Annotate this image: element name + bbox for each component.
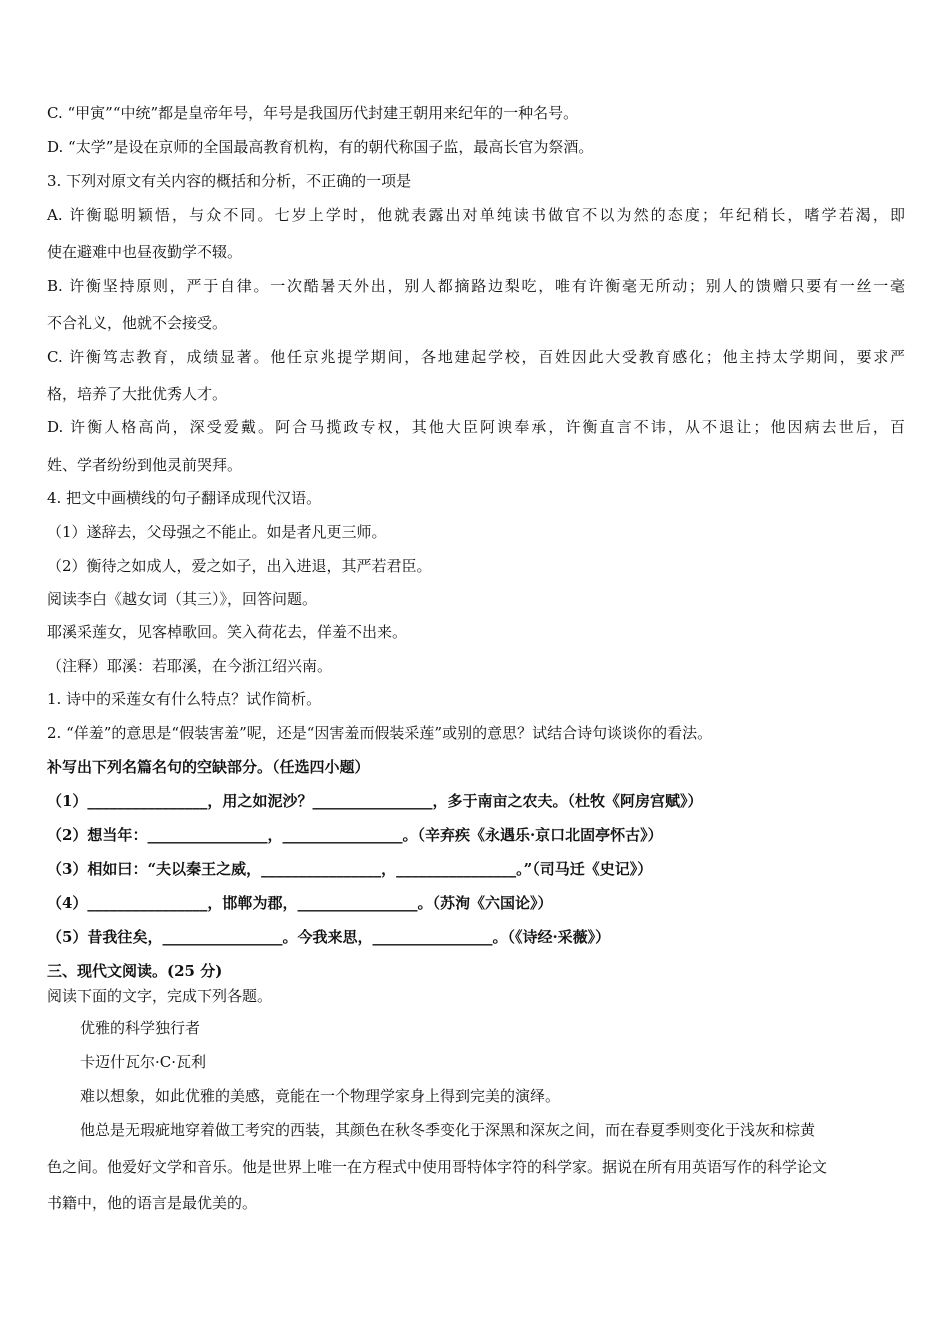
q2-option-d: D. “太学”是设在京师的全国最高教育机构，有的朝代称国子监，最高长官为祭酒。 — [47, 138, 594, 156]
article-paragraph-2-line2: 色之间。他爱好文学和音乐。他是世界上唯一在方程式中使用哥特体字符的科学家。据说在所有用英语写作的科学论文 — [47, 1158, 828, 1176]
q3-option-b-line2: 不合礼义，他就不会接受。 — [47, 314, 228, 332]
q3-option-a-line2: 使在避难中也昼夜勤学不辍。 — [47, 243, 243, 261]
fill-item-2: （2）想当年：________________，________________。（辛弃疾《永遇乐·京口北固亭怀古》） — [47, 826, 663, 844]
fill-item-3: （3）相如曰：“夫以秦王之威，________________，________________。”（司马迁《史记》） — [47, 860, 653, 878]
fill-title: 补写出下列名篇名句的空缺部分。（任选四小题） — [47, 758, 370, 776]
q3-option-d-line2: 姓、学者纷纷到他灵前哭拜。 — [47, 456, 243, 474]
article-author: 卡迈什瓦尔·C·瓦利 — [80, 1053, 207, 1071]
q4-stem: 4. 把文中画横线的句子翻译成现代汉语。 — [47, 489, 322, 507]
poem-question-2: 2. “佯羞”的意思是“假装害羞”呢，还是“因害羞而假装采莲”或别的意思？试结合诗句谈谈你的看法。 — [47, 724, 713, 742]
poem-intro: 阅读李白《越女词（其三）》，回答问题。 — [47, 590, 318, 608]
article-paragraph-2-line1: 他总是无瑕疵地穿着做工考究的西装，其颜色在秋冬季变化于深黑和深灰之间，而在春夏季则变化于浅灰和棕黄 — [80, 1121, 816, 1139]
section-3-title: 三、现代文阅读。(25 分) — [47, 962, 223, 980]
q3-stem: 3. 下列对原文有关内容的概括和分析，不正确的一项是 — [47, 172, 412, 190]
q4-sentence-2: （2）衡待之如成人，爱之如子，出入进退，其严若君臣。 — [47, 557, 432, 575]
q2-option-c: C. “甲寅”“中统”都是皇帝年号，年号是我国历代封建王朝用来纪年的一种名号。 — [47, 104, 579, 122]
poem-text: 耶溪采莲女，见客棹歌回。笑入荷花去，佯羞不出来。 — [47, 623, 408, 641]
q3-option-c-line1: C. 许衡笃志教育，成绩显著。他任京兆提学期间，各地建起学校，百姓因此大受教育感化；他主持太学期间，要求严 — [47, 348, 905, 366]
section-3-intro: 阅读下面的文字，完成下列各题。 — [47, 987, 273, 1005]
poem-note: （注释）耶溪：若耶溪，在今浙江绍兴南。 — [47, 657, 333, 675]
q4-sentence-1: （1）遂辞去，父母强之不能止。如是者凡更三师。 — [47, 523, 387, 541]
q3-option-c-line2: 格，培养了大批优秀人才。 — [47, 385, 228, 403]
poem-question-1: 1. 诗中的采莲女有什么特点？试作简析。 — [47, 690, 322, 708]
q3-option-b-line1: B. 许衡坚持原则，严于自律。一次酷暑天外出，别人都摘路边梨吃，唯有许衡毫无所动；别人的馈赠只要有一丝一毫 — [47, 277, 905, 295]
article-title: 优雅的科学独行者 — [80, 1019, 201, 1037]
fill-item-1: （1）________________，用之如泥沙？________________，多于南亩之农夫。（杜牧《阿房宫赋》） — [47, 792, 703, 810]
article-paragraph-2-line3: 书籍中，他的语言是最优美的。 — [47, 1194, 258, 1212]
article-paragraph-1: 难以想象，如此优雅的美感，竟能在一个物理学家身上得到完美的演绎。 — [80, 1087, 561, 1105]
q3-option-d-line1: D. 许衡人格高尚，深受爱戴。阿合马揽政专权，其他大臣阿谀奉承，许衡直言不讳，从不退让；他因病去世后，百 — [47, 418, 905, 436]
fill-item-4: （4）________________，邯郸为郡，________________。（苏洵《六国论》） — [47, 894, 553, 912]
q3-option-a-line1: A. 许衡聪明颖悟，与众不同。七岁上学时，他就表露出对单纯读书做官不以为然的态度；年纪稍长，嗜学若渴，即 — [47, 206, 905, 224]
fill-item-5: （5）昔我往矣，________________。今我来思，________________。（《诗经·采薇》） — [47, 928, 611, 946]
